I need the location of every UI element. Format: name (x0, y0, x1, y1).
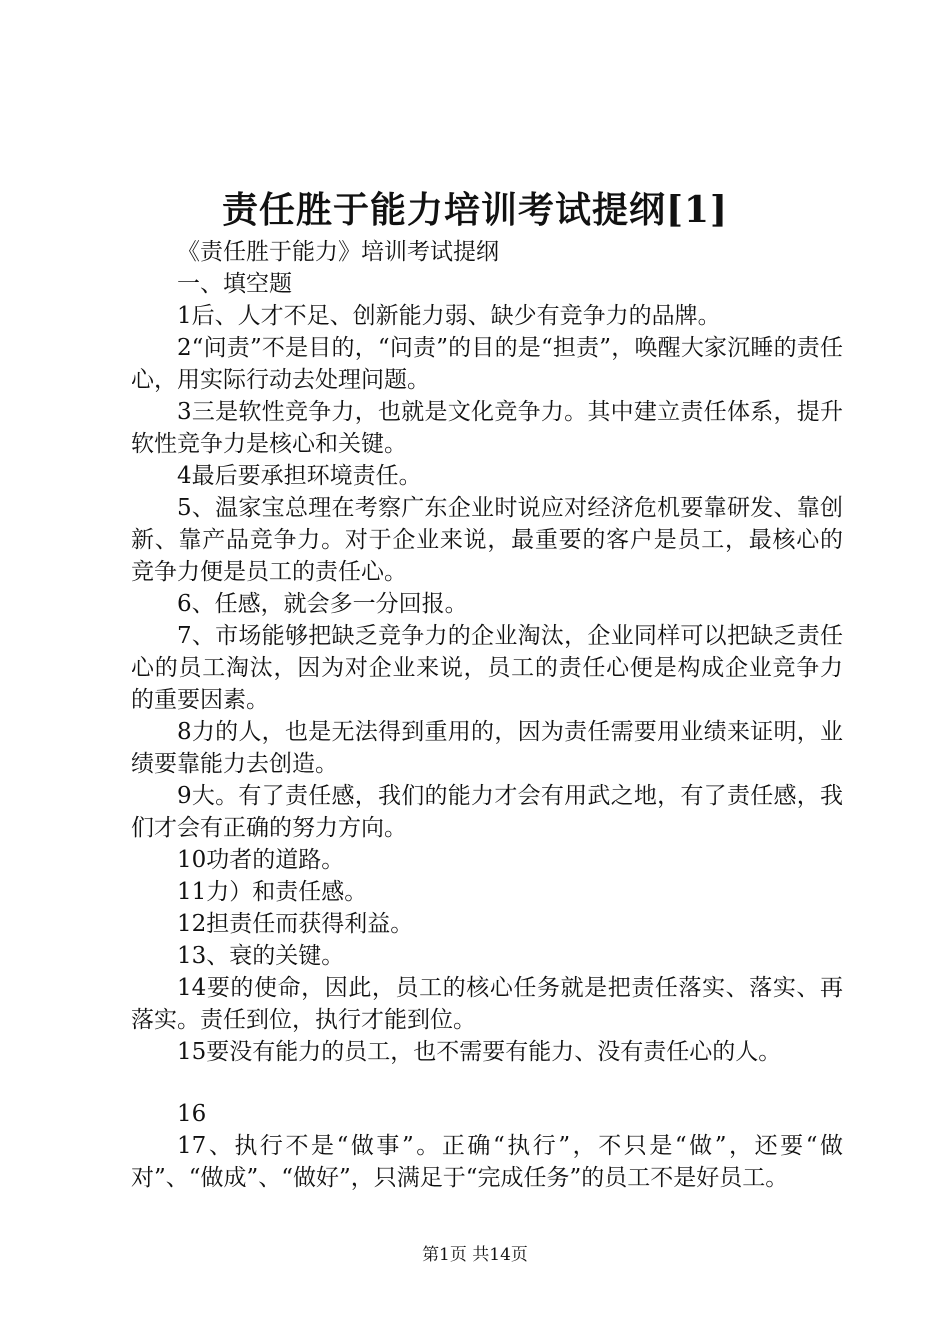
page-footer: 第1页 共14页 (422, 1245, 528, 1265)
list-item: 1后、人才不足、创新能力弱、缺少有竞争力的品牌。 (177, 303, 721, 329)
list-item: 15要没有能力的员工，也不需要有能力、没有责任心的人。 (177, 1039, 782, 1065)
list-item: 11力）和责任感。 (177, 879, 368, 905)
list-item: 8力的人，也是无法得到重用的，因为责任需要用业绩来证明，业绩要靠能力去创造。 (131, 719, 843, 777)
document-body (131, 236, 843, 1194)
list-item: 10功者的道路。 (177, 847, 345, 873)
list-item: 7、市场能够把缺乏竞争力的企业淘汰，企业同样可以把缺乏责任心的员工淘汰，因为对企业来说，员工的责任心便是构成企业竞争力的重要因素。 (131, 623, 843, 713)
list-item: 13、衰的关键。 (177, 943, 345, 969)
list-item: 16 (177, 1101, 207, 1127)
list-item: 6、任感，就会多一分回报。 (177, 591, 468, 617)
section-heading: 一、填空题 (177, 271, 292, 297)
blank-line (131, 1068, 843, 1098)
list-item: 9大。有了责任感，我们的能力才会有用武之地，有了责任感，我们才会有正确的努力方向。 (131, 783, 843, 841)
list-item: 17、执行不是“做事”。正确“执行”，不只是“做”，还要“做对”、“做成”、“做好”，只满足于“完成任务”的员工不是好员工。 (131, 1133, 843, 1191)
page-title: 责任胜于能力培训考试提纲[1] (221, 189, 729, 231)
list-item: 4最后要承担环境责任。 (177, 463, 422, 489)
list-item: 3三是软性竞争力，也就是文化竞争力。其中建立责任体系，提升软性竞争力是核心和关键。 (131, 399, 843, 457)
list-item: 5、温家宝总理在考察广东企业时说应对经济危机要靠研发、靠创新、靠产品竞争力。对于企业来说，最重要的客户是员工，最核心的竞争力便是员工的责任心。 (131, 495, 843, 585)
list-item: 14要的使命，因此，员工的核心任务就是把责任落实、落实、再落实。责任到位，执行才能到位。 (131, 975, 843, 1033)
list-item: 12担责任而获得利益。 (177, 911, 414, 937)
list-item: 2“问责”不是目的，“问责”的目的是“担责”，唤醒大家沉睡的责任心，用实际行动去处理问题。 (131, 335, 843, 393)
document-subtitle: 《责任胜于能力》培训考试提纲 (177, 239, 499, 265)
